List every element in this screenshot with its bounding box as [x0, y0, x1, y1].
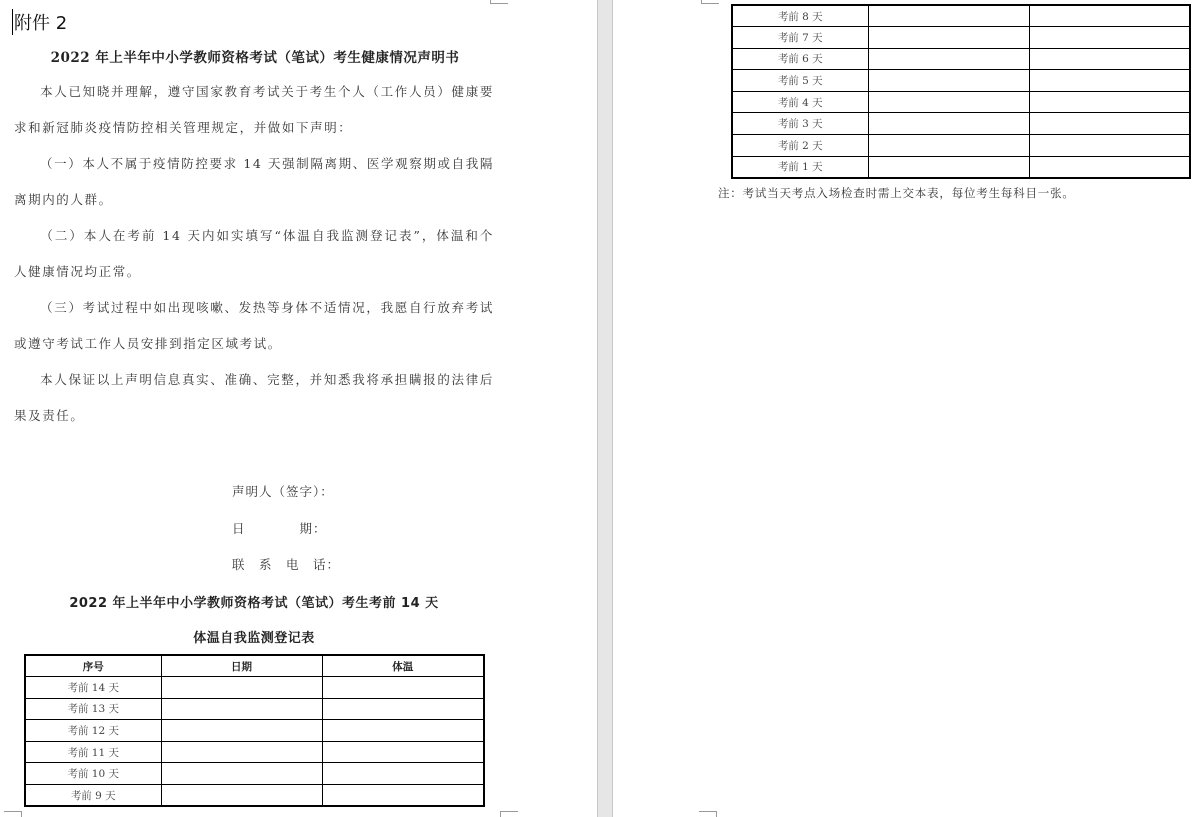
temperature-cell[interactable]: [322, 741, 484, 763]
date-cell[interactable]: [868, 91, 1029, 113]
temperature-cell[interactable]: [1029, 48, 1190, 70]
day-label-cell: 考前 11 天: [25, 741, 161, 763]
day-label-cell: 考前 14 天: [25, 677, 161, 699]
date-cell[interactable]: [161, 720, 322, 742]
log-form-title-line1: 2022 年上半年中小学教师资格考试（笔试）考生考前 14 天: [69, 596, 439, 611]
day-label-cell: 考前 3 天: [732, 113, 868, 135]
day-label-cell: 考前 9 天: [25, 785, 161, 807]
attachment-label: 附件 2: [14, 13, 68, 34]
declarant-signature-label: 声明人（签字）：: [232, 484, 334, 499]
table-row: [732, 113, 1190, 135]
table-footnote: 注：考试当天考点入场检查时需上交本表，每位考生每科目一张。: [718, 186, 1075, 200]
header-date: 日期: [161, 655, 322, 677]
table-row: [732, 91, 1190, 113]
table-row: [732, 48, 1190, 70]
declaration-item-3[interactable]: [14, 290, 494, 362]
date-cell[interactable]: [161, 698, 322, 720]
date-cell[interactable]: [868, 48, 1029, 70]
table-row: [732, 156, 1190, 178]
temperature-cell[interactable]: [1029, 27, 1190, 49]
document-page-2: [613, 0, 1200, 817]
temperature-cell[interactable]: [322, 785, 484, 807]
temperature-log-table-continued: [731, 4, 1191, 179]
temperature-cell[interactable]: [322, 720, 484, 742]
day-label-cell: 考前 7 天: [732, 27, 868, 49]
closing-text: 本人保证以上声明信息真实、准确、完整，并知悉我将承担瞒报的法律后果及责任。: [14, 372, 494, 423]
date-cell[interactable]: [868, 156, 1029, 178]
table-row: [25, 785, 484, 807]
temperature-cell[interactable]: [322, 677, 484, 699]
day-label-cell: 考前 2 天: [732, 135, 868, 157]
temperature-log-table: [24, 654, 485, 807]
temperature-cell[interactable]: [1029, 5, 1190, 27]
crop-mark: [4, 811, 22, 817]
day-label-cell: 考前 6 天: [732, 48, 868, 70]
item-2-text: （二）本人在考前 14 天内如实填写“体温自我监测登记表”，体温和个人健康情况均正常。: [14, 228, 494, 279]
day-label-cell: 考前 1 天: [732, 156, 868, 178]
day-label-cell: 考前 8 天: [732, 5, 868, 27]
date-cell[interactable]: [868, 5, 1029, 27]
crop-mark: [500, 811, 518, 817]
table-row: [25, 763, 484, 785]
table-row: [25, 677, 484, 699]
document-page-1: [0, 0, 597, 817]
table-row: [732, 5, 1190, 27]
table-row: [25, 698, 484, 720]
day-label-cell: 考前 13 天: [25, 698, 161, 720]
date-label: 日 期：: [232, 521, 327, 536]
item-1-text: （一）本人不属于疫情防控要求 14 天强制隔离期、医学观察期或自我隔离期内的人群。: [14, 156, 494, 207]
table-row: [25, 720, 484, 742]
date-cell[interactable]: [868, 27, 1029, 49]
temperature-cell[interactable]: [1029, 91, 1190, 113]
table-row: [732, 70, 1190, 92]
day-label-cell: 考前 10 天: [25, 763, 161, 785]
date-cell[interactable]: [868, 135, 1029, 157]
date-cell[interactable]: [868, 113, 1029, 135]
crop-mark: [701, 0, 719, 4]
date-cell[interactable]: [161, 741, 322, 763]
crop-mark: [699, 811, 717, 817]
item-3-text: （三）考试过程中如出现咳嗽、发热等身体不适情况，我愿自行放弃考试或遵守考试工作人员安排到指定区域考试。: [14, 300, 494, 351]
date-cell[interactable]: [161, 677, 322, 699]
declaration-intro[interactable]: [14, 74, 494, 146]
day-label-cell: 考前 4 天: [732, 91, 868, 113]
table-row: [732, 135, 1190, 157]
temperature-cell[interactable]: [322, 698, 484, 720]
day-label-cell: 考前 12 天: [25, 720, 161, 742]
temperature-cell[interactable]: [1029, 156, 1190, 178]
header-index: 序号: [25, 655, 161, 677]
text-cursor: [12, 9, 13, 35]
header-temperature: 体温: [322, 655, 484, 677]
temperature-cell[interactable]: [1029, 135, 1190, 157]
page-gap: [597, 0, 613, 817]
table-header-row: [25, 655, 484, 677]
declaration-item-1[interactable]: [14, 146, 494, 218]
log-form-title-line2: 体温自我监测登记表: [193, 631, 315, 646]
day-label-cell: 考前 5 天: [732, 70, 868, 92]
declaration-closing[interactable]: [14, 362, 494, 434]
date-cell[interactable]: [161, 785, 322, 807]
crop-mark: [490, 0, 508, 4]
table-row: [732, 27, 1190, 49]
declaration-item-2[interactable]: [14, 218, 494, 290]
table-row: [25, 741, 484, 763]
date-cell[interactable]: [161, 763, 322, 785]
declaration-title: 2022 年上半年中小学教师资格考试（笔试）考生健康情况声明书: [50, 50, 460, 66]
temperature-cell[interactable]: [1029, 70, 1190, 92]
intro-text: 本人已知晓并理解，遵守国家教育考试关于考生个人（工作人员）健康要求和新冠肺炎疫情防控相关管理规定，并做如下声明：: [14, 84, 494, 135]
phone-label: 联 系 电 话：: [232, 557, 341, 572]
temperature-cell[interactable]: [322, 763, 484, 785]
date-cell[interactable]: [868, 70, 1029, 92]
temperature-cell[interactable]: [1029, 113, 1190, 135]
